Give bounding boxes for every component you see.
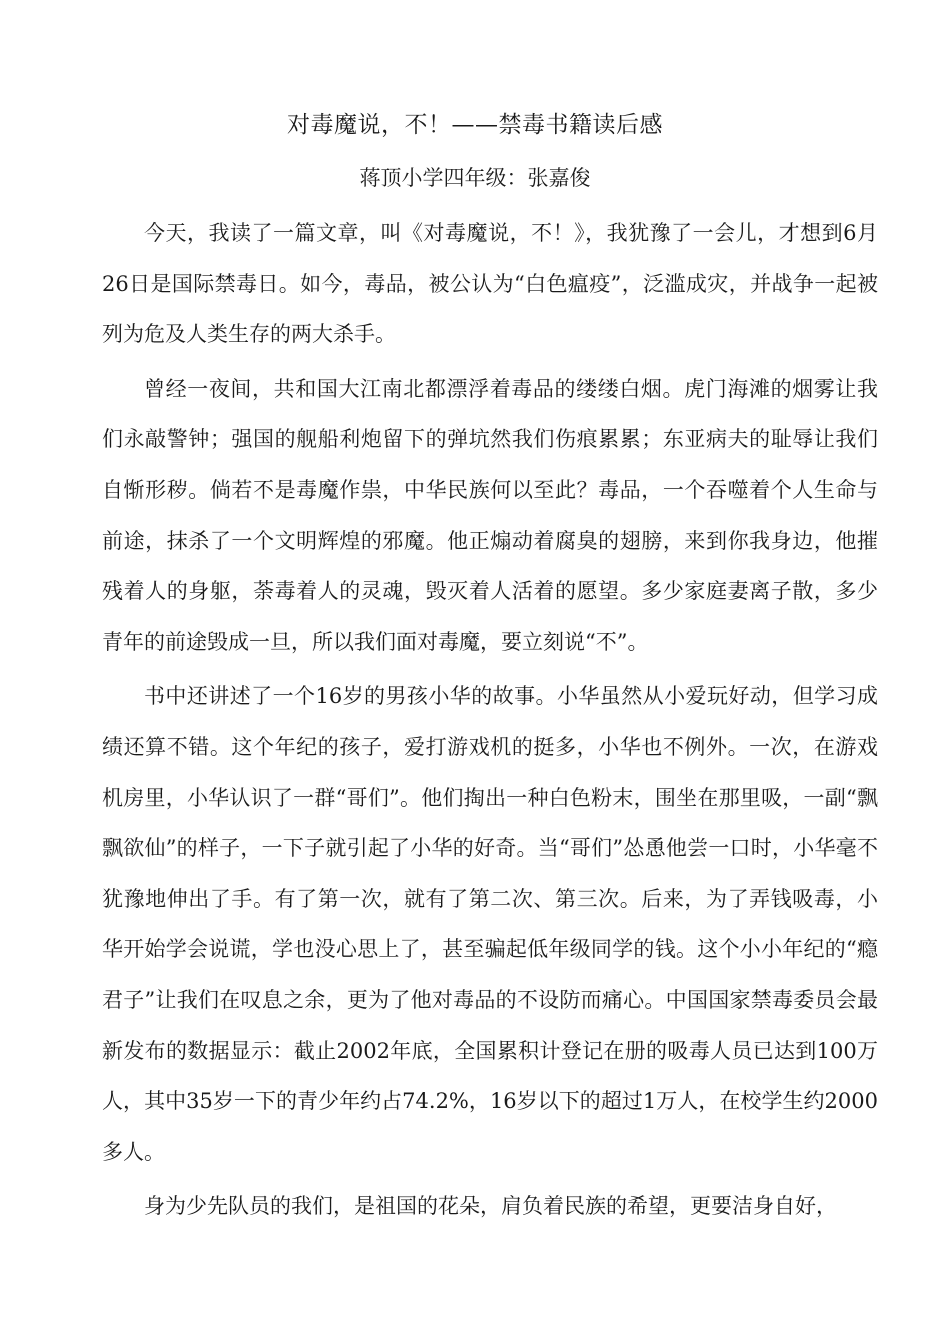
paragraph-history: 曾经一夜间，共和国大江南北都漂浮着毒品的缕缕白烟。虎门海滩的烟雾让我们永敲警钟；强国的舰船利炮留下的弹坑然我们伤痕累累；东亚病夫的耻辱让我们自惭形秽。倘若不是毒魔作祟，中华民族何以至此？毒品，一个吞噬着个人生命与前途，抹杀了一个文明辉煌的邪魔。他正煽动着腐臭的翅膀，来到你我身边，他摧残着人的身躯，荼毒着人的灵魂，毁灭着人活着的愿望。多少家庭妻离子散，多少青年的前途毁成一旦，所以我们面对毒魔，要立刻说“不”。	[102, 376, 878, 654]
document-body	[102, 208, 878, 1232]
paragraph-story: 书中还讲述了一个16岁的男孩小华的故事。小华虽然从小爱玩好动，但学习成绩还算不错。这个年纪的孩子，爱打游戏机的挺多，小华也不例外。一次，在游戏机房里，小华认识了一群“哥们”。他们掏出一种白色粉末，围坐在那里吸，一副“飘飘欲仙”的样子，一下子就引起了小华的好奇。当“哥们”怂恿他尝一口时，小华毫不犹豫地伸出了手。有了第一次，就有了第二次、第三次。后来，为了弄钱吸毒，小华开始学会说谎，学也没心思上了，甚至骗起低年级同学的钱。这个小小年纪的“瘾君子”让我们在叹息之余，更为了他对毒品的不设防而痛心。中国国家禁毒委员会最新发布的数据显示：截止2002年底，全国累积计登记在册的吸毒人员已达到100万人，其中35岁一下的青少年约占74.2%，16岁以下的超过1万人，在校学生约2000多人。	[102, 684, 878, 1164]
paragraph-conclusion: 身为少先队员的我们，是祖国的花朵，肩负着民族的希望，更要洁身自好，	[144, 1194, 837, 1219]
document-title: 对毒魔说，不！——禁毒书籍读后感	[287, 112, 663, 138]
author-line: 蒋顶小学四年级：张嘉俊	[359, 166, 591, 190]
paragraph-intro: 今天，我读了一篇文章，叫《对毒魔说，不！》，我犹豫了一会儿，才想到6月26日是国际禁毒日。如今，毒品，被公认为“白色瘟疫”，泛滥成灾，并战争一起被列为危及人类生存的两大杀手。	[102, 221, 878, 347]
